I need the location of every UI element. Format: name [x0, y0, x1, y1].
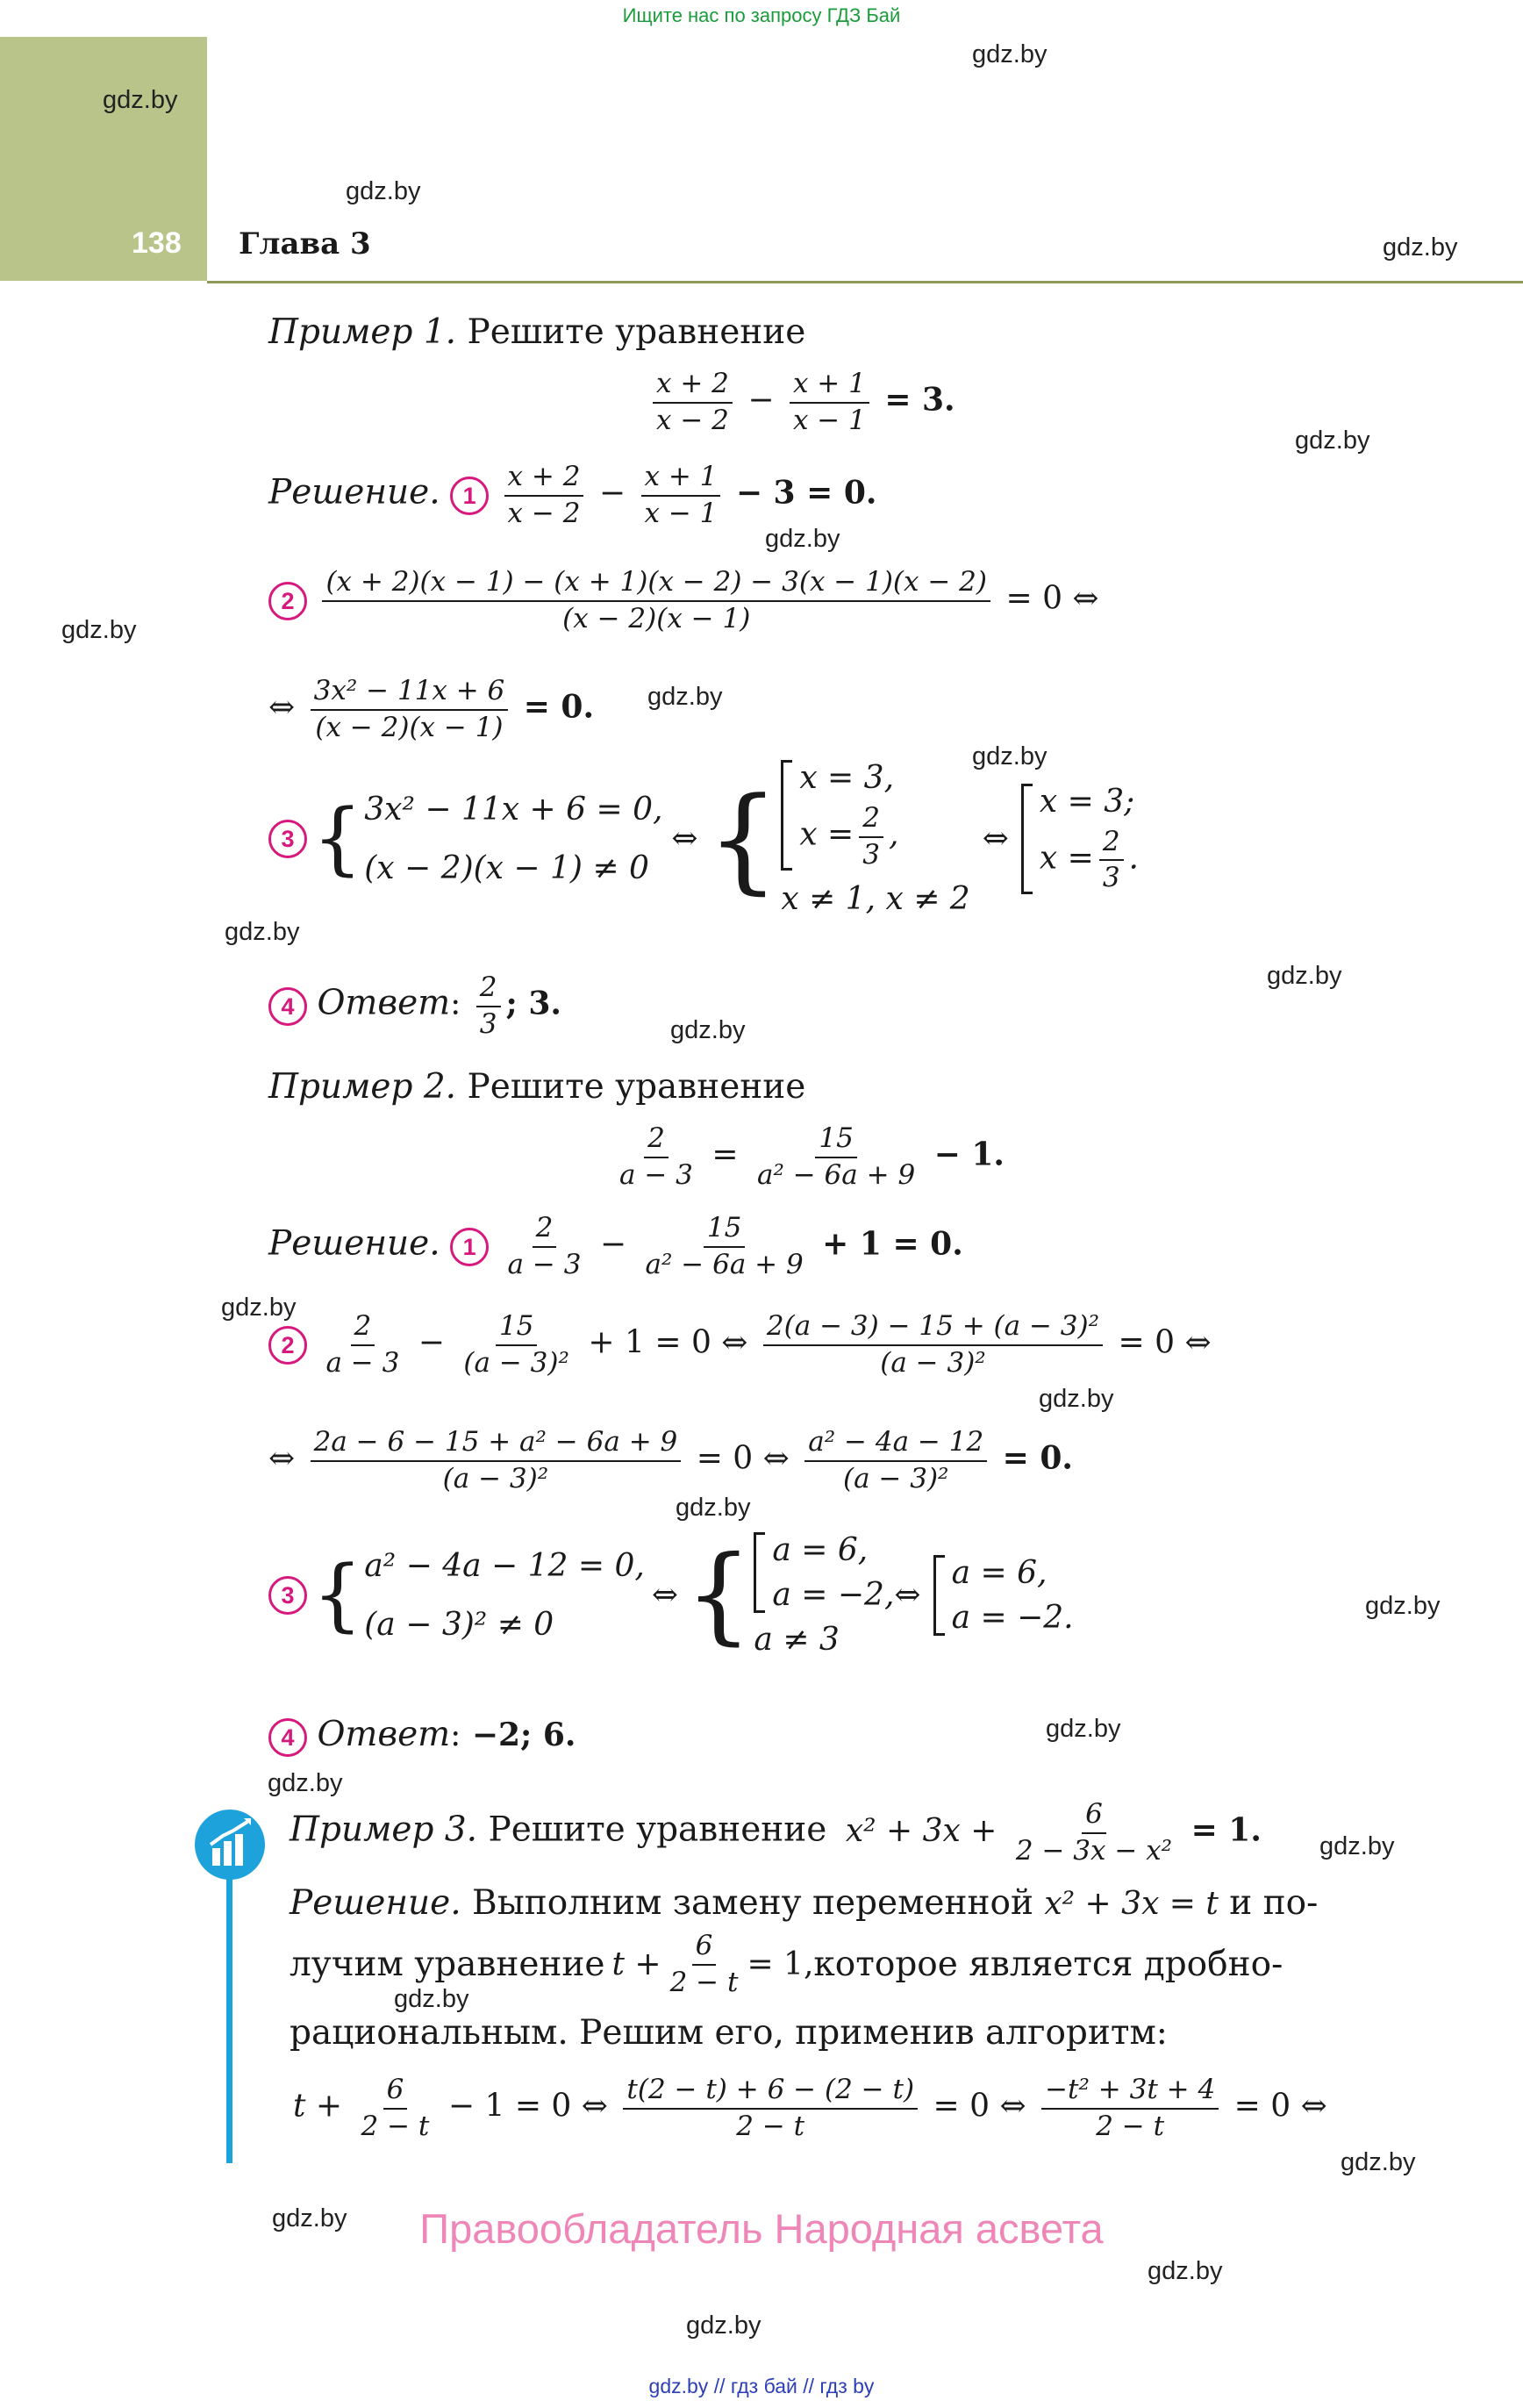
- example-2-step-1: Решение. 1 $\frac{2}{a - 3}$ − $\frac{15}{\text{a² − 6a + 9}}$ + 1 = 0.: [268, 1212, 963, 1280]
- watermark: gdz.by: [1267, 962, 1342, 990]
- step-marker-3: 3: [268, 1576, 307, 1615]
- example-3-side-bar: [226, 1878, 232, 2163]
- watermark: gdz.by: [225, 918, 300, 946]
- example-2-answer: 4 Ответ: −2; 6.: [268, 1715, 576, 1757]
- header-divider: [207, 281, 1523, 283]
- watermark: gdz.by: [1319, 1832, 1395, 1860]
- example-2-equation: $\frac{2}{a - 3}$ = $\frac{15}{\text{a² − 6a + 9}}$ − 1.: [619, 1122, 1005, 1191]
- example-3-solution-line-1: Решение. Выполним замену переменной x² + 3x = t и по-: [290, 1883, 1319, 1923]
- example-3-solution-line-2: лучим уравнение t + $\frac{6}{2 - t}$ = 1, которое является дробно-: [290, 1930, 1283, 1998]
- example-2-title: Пример 2. Решите уравнение: [268, 1067, 806, 1107]
- watermark: gdz.by: [272, 2204, 347, 2232]
- example-2-step-2: 2 $\frac{2}{a - 3}$ − $\frac{15}{\text{(a − 3)²}}$ + 1 = 0 ⇔ $\frac{\text{2(a − 3) − 15 + (a − 3)²}}{\text{(a − 3)²}}$ = 0 ⇔: [268, 1311, 1212, 1379]
- watermark: gdz.by: [221, 1294, 297, 1322]
- footer-links[interactable]: gdz.by // гдз бай // гдз by: [648, 2375, 875, 2397]
- step-marker-2: 2: [268, 582, 307, 620]
- example-3-title: Пример 3. Решите уравнение x² + 3x + $\frac{6}{\text{2 − 3x − x²}}$ = 1.: [290, 1798, 1262, 1867]
- watermark: gdz.by: [1295, 426, 1370, 455]
- watermark: gdz.by: [268, 1769, 343, 1797]
- bar-chart-icon: [195, 1810, 265, 1880]
- watermark: gdz.by: [765, 525, 840, 553]
- example-1-step-2: 2 $\frac{(x + 2)(x - 1) - (x + 1)(x - 2) - 3(x - 1)(x - 2)}{(x - 2)(x - 1)}$ = 0 ⇔: [268, 567, 1099, 634]
- watermark: gdz.by: [103, 86, 178, 114]
- step-marker-1: 1: [450, 1228, 489, 1266]
- step-marker-2: 2: [268, 1326, 307, 1365]
- example-1-step-1: Решение. 1 $\frac{x + 2}{x - 2}$ − $\frac{x + 1}{x - 1}$ − 3 = 0.: [268, 461, 877, 529]
- watermark: gdz.by: [1365, 1592, 1441, 1620]
- example-1-step-2b: ⇔ $\frac{\text{3x² − 11x + 6}}{(x - 2)(x - 1)}$ = 0.: [268, 675, 595, 743]
- watermark: gdz.by: [1148, 2257, 1223, 2285]
- watermark: gdz.by: [1383, 233, 1458, 262]
- example-1-answer: 4 Ответ: $\frac{2}{3}$ ; 3.: [268, 972, 561, 1040]
- watermark: gdz.by: [676, 1494, 751, 1522]
- step-marker-1: 1: [450, 477, 489, 515]
- watermark: gdz.by: [972, 40, 1048, 68]
- watermark: gdz.by: [670, 1016, 746, 1044]
- example-3-solution-line-4: t + $\frac{6}{2 - t}$ − 1 = 0 ⇔ $\frac{t(2 - t) + 6 - (2 - t)}{2 - t}$ = 0 ⇔ $\frac{\text{−t² + 3t + 4}}{2 - t}$ = 0 ⇔: [293, 2074, 1327, 2142]
- chapter-title: Глава 3: [239, 226, 371, 262]
- step-marker-4: 4: [268, 987, 307, 1026]
- watermark: gdz.by: [1046, 1715, 1121, 1743]
- watermark: gdz.by: [394, 1985, 469, 2013]
- watermark: gdz.by: [61, 616, 137, 644]
- example-2-step-3: 3 { a² − 4a − 12 = 0, (a − 3)² ≠ 0 ⇔ { a = 6, a = −2,⇔ a ≠ 3 a = 6, a = −2.: [268, 1532, 1074, 1658]
- watermark: gdz.by: [1341, 2148, 1416, 2176]
- watermark: gdz.by: [647, 683, 723, 711]
- watermark: gdz.by: [346, 177, 421, 205]
- copyright-notice: Правообладатель Народная асвета: [419, 2205, 1104, 2252]
- example-1-title: Пример 1. Решите уравнение: [268, 312, 806, 352]
- example-1-step-3: 3 { 3x² − 11x + 6 = 0, (x − 2)(x − 1) ≠ 0 ⇔ { x = 3, x = $\frac{2}{3}$ , x ≠ 1, x ≠ 2 ⇔ x = 3; x = $\frac{2}{3}$ .: [268, 760, 1139, 917]
- example-3-solution-line-3: рациональным. Решим его, применив алгоритм:: [290, 2013, 1168, 2053]
- example-1-equation: $\frac{x + 2}{x - 2}$ − $\frac{x + 1}{x - 1}$ = 3.: [647, 369, 955, 436]
- watermark: gdz.by: [972, 742, 1048, 770]
- step-marker-3: 3: [268, 820, 307, 858]
- top-banner: Ищите нас по запросу ГДЗ Бай: [622, 4, 901, 26]
- watermark: gdz.by: [686, 2311, 762, 2340]
- watermark: gdz.by: [1039, 1385, 1114, 1413]
- step-marker-4: 4: [268, 1718, 307, 1757]
- example-2-step-2b: ⇔ $\frac{\text{2a − 6 − 15 + a² − 6a + 9}}{\text{(a − 3)²}}$ = 0 ⇔ $\frac{\text{a² − 4a − 12}}{\text{(a − 3)²}}$ = 0.: [268, 1426, 1073, 1494]
- page-number: 138: [132, 226, 182, 260]
